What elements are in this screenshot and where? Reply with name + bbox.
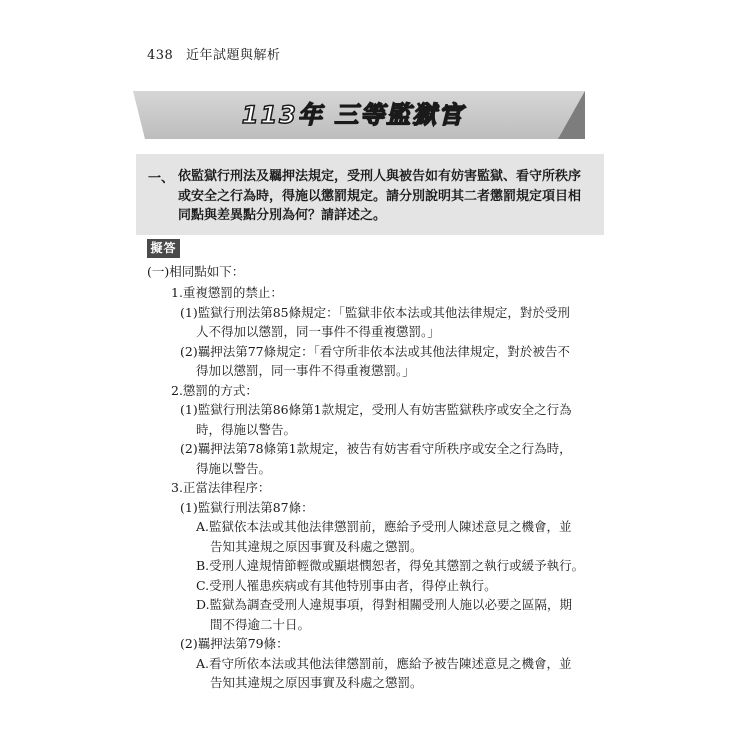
answer-line: 得加以懲罰，同一事件不得重複懲罰。」 <box>196 363 415 378</box>
answer-line: (1)監獄行刑法第86條第1款規定，受刑人有妨害監獄秩序或安全之行為 <box>180 402 572 417</box>
answer-line: (1)監獄行刑法第85條規定：「監獄非依本法或其他法律規定，對於受刑 <box>180 305 570 320</box>
page-number: 438 <box>147 48 174 63</box>
answer-line: B.受刑人違規情節輕微或顯堪憫恕者，得免其懲罰之執行或緩予執行。 <box>196 558 585 573</box>
answer-label: 擬答 <box>147 239 180 258</box>
answer-line: A.看守所依本法或其他法律懲罰前，應給予被告陳述意見之機會，並 <box>196 656 572 671</box>
running-title: 近年試題與解析 <box>185 48 281 63</box>
exam-banner <box>133 91 585 139</box>
answer-line: (2)羈押法第77條規定：「看守所非依本法或其他法律規定，對於被告不 <box>180 344 570 359</box>
question-box <box>136 154 604 235</box>
answer-line: (2)羈押法第79條： <box>180 636 289 651</box>
banner-triangle <box>558 91 585 139</box>
answer-line: 人不得加以懲罰，同一事件不得重複懲罰。」 <box>196 324 440 339</box>
answer-line: A.監獄依本法或其他法律懲罰前，應給予受刑人陳述意見之機會，並 <box>196 519 572 534</box>
answer-line: D.監獄為調查受刑人違規事項，得對相關受刑人施以必要之區隔，期 <box>196 597 573 612</box>
answer-line: 時，得施以警告。 <box>196 422 297 437</box>
answer-line: 3.正當法律程序： <box>171 480 271 495</box>
answer-line: (1)監獄行刑法第87條： <box>180 500 314 515</box>
answer-line: 得施以警告。 <box>196 461 272 476</box>
answer-line: 告知其違規之原因事實及科處之懲罰。 <box>210 539 423 554</box>
banner-title: 113年 三等監獄官 <box>241 101 465 129</box>
page-header <box>147 44 280 63</box>
answer-line: 2.懲罰的方式： <box>171 383 258 398</box>
answer-line: (一)相同點如下： <box>147 264 245 279</box>
question-text: 依監獄行刑法及羈押法規定，受刑人與被告如有妨害監獄、看守所秩序或安全之行為時，得施以懲罰規定。請分別說明其二者懲罰規定項目相同點與差異點分別為何？請詳述之。 <box>178 169 582 223</box>
question-number: 一、 <box>148 171 175 186</box>
answer-line: C.受刑人罹患疾病或有其他特別事由者，得停止執行。 <box>196 578 497 593</box>
answer-line: (2)羈押法第78條第1款規定，被告有妨害看守所秩序或安全之行為時， <box>180 441 572 456</box>
answer-line: 間不得逾二十日。 <box>210 617 311 632</box>
answer-line: 1.重複懲罰的禁止： <box>171 285 283 300</box>
answer-line: 告知其違規之原因事實及科處之懲罰。 <box>210 675 423 690</box>
